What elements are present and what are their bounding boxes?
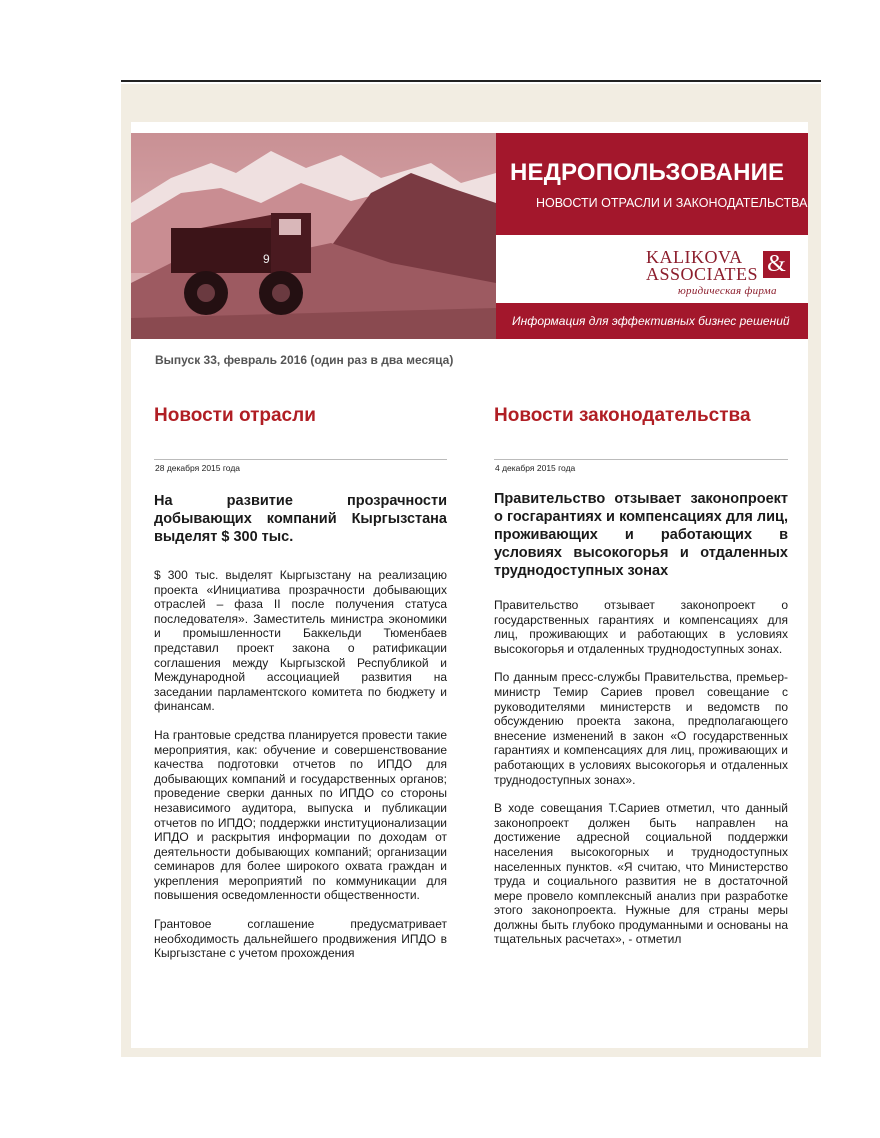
left-column-rule — [154, 459, 447, 460]
section-title-industry-news: Новости отрасли — [154, 405, 316, 426]
top-rule — [121, 80, 821, 82]
truck-number: 9 — [263, 252, 270, 266]
right-article-paragraph: В ходе совещания Т.Сариев отметил, что данный законопроект должен быть направлен на достижение адресной социальной поддержки населения высокогорных и труднодоступных населенных пунктов. «Я считаю, что Министерство труда и социального развития не в достаточной мере провело комплексный анализ при разработке этого законопроекта. Нужные для страны меры должны быть глубоко продуманными и основаны на тщательных расчетах», - отметил — [494, 801, 788, 947]
left-article-paragraph: Грантовое соглашение предусматривает необходимость дальнейшего продвижения ИПДО в Кыргызстане с учетом прохождения — [154, 917, 447, 961]
right-article — [494, 490, 788, 961]
logo-line-2: ASSOCIATES — [646, 264, 759, 284]
logo-firm-type: юридическая фирма — [678, 285, 777, 297]
right-column-rule — [494, 459, 788, 460]
right-article-paragraph: По данным пресс-службы Правительства, премьер-министр Темир Сариев провел совещание с руководителями министерств и ведомств по обсуждению проекта закона, предполагающего внесение изменений в закон «О государственных гарантиях и компенсациях для лиц, проживающих и работающих в условиях высокогорья и отдаленных труднодоступных зонах». — [494, 670, 788, 787]
right-article-date: 4 декабря 2015 года — [495, 463, 576, 473]
newsletter-title: НЕДРОПОЛЬЗОВАНИЕ — [510, 159, 785, 186]
section-title-legislation-news: Новости законодательства — [494, 405, 751, 426]
banner-photo-mining-truck — [131, 133, 496, 339]
left-article-date: 28 декабря 2015 года — [155, 463, 241, 473]
logo-wordmark — [646, 249, 758, 283]
banner-tagline-block — [496, 303, 808, 339]
banner-tagline: Информация для эффективных бизнес решений — [512, 314, 790, 328]
left-article — [154, 492, 447, 975]
right-article-headline: Правительство отзывает законопроект о госгарантиях и компенсациях для лиц, проживающих и работающих в условиях высокогорья и отдаленных труднодоступных зонах — [494, 491, 788, 579]
logo-ampersand: & — [763, 251, 790, 278]
left-article-headline: На развитие прозрачности добывающих компаний Кыргызстана выделят $ 300 тыс. — [154, 493, 447, 545]
logo-line-1: KALIKOVA — [646, 247, 743, 267]
mining-truck-illustration — [131, 133, 496, 339]
issue-info: Выпуск 33, февраль 2016 (один раз в два месяца) — [155, 353, 454, 367]
firm-logo — [496, 235, 808, 303]
banner-title-block — [496, 133, 808, 235]
right-article-paragraph: Правительство отзывает законопроект о государственных гарантиях и компенсациях для лиц, проживающих и работающих в условиях высокогорья и отдаленных труднодоступных зонах. — [494, 598, 788, 656]
left-article-paragraph: На грантовые средства планируется провести такие мероприятия, как: обучение и совершенствование качества подготовки отчетов по ИПДО для добывающих компаний и государственных органов; проведение сверки данных по ИПДО со стороны независимого аудитора, выпуска и публикации отчетов по ИПДО; поддержки институционализации ИПДО и раскрытия информации по доходам от деятельности добывающих компаний; организации семинаров для более широкого охвата граждан и укрепления мероприятий по коммуникации для повышения осведомленности общественности. — [154, 727, 447, 903]
left-article-paragraph: $ 300 тыс. выделят Кыргызстану на реализацию проекта «Инициатива прозрачности добывающих отраслей – фаза II после получения статуса последователя». Заместитель министра экономики и промышленности Баккельди Тюменбаев представил проект закона о ратификации соглашения между Кыргызской Республикой и Международной ассоциацией развития на заседании парламентского комитета по бюджету и финансам. — [154, 568, 447, 714]
newsletter-subtitle: НОВОСТИ ОТРАСЛИ И ЗАКОНОДАТЕЛЬСТВА — [536, 196, 808, 210]
